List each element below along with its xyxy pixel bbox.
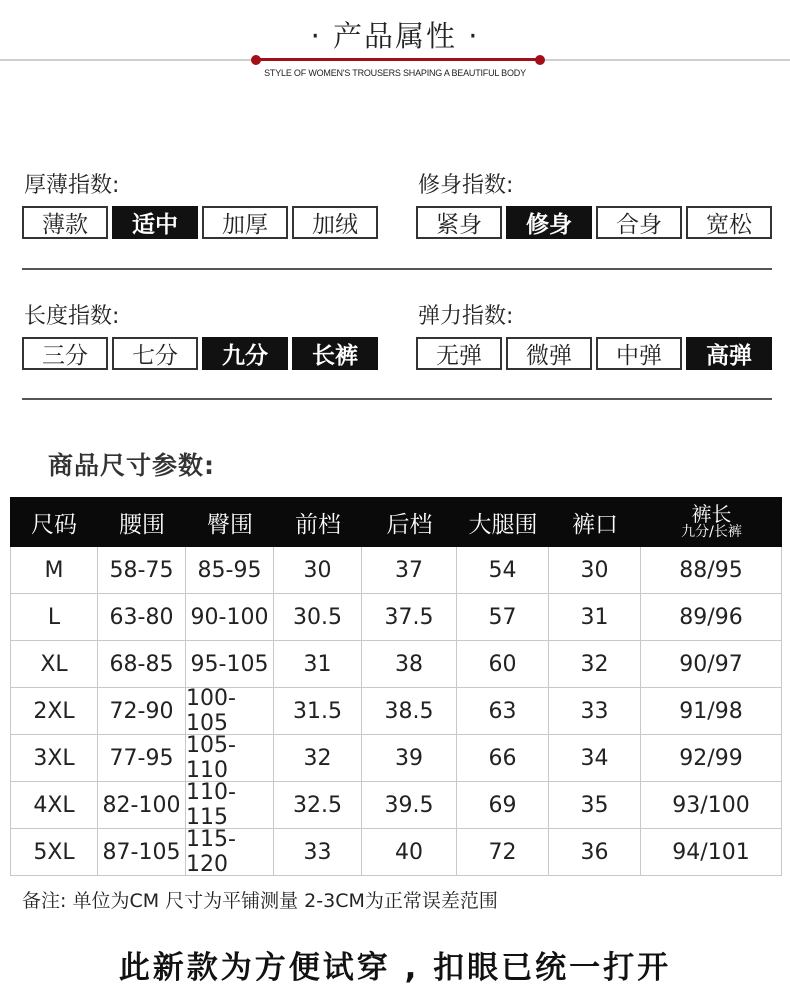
measurement-note: 备注: 单位为CM 尺寸为平铺测量 2-3CM为正常误差范围 <box>22 890 498 912</box>
table-row <box>10 641 782 688</box>
header-dot-left <box>251 55 261 65</box>
header-back-rise: 后档 <box>386 511 433 538</box>
thickness-option-thick: 加厚 <box>202 206 288 239</box>
cell-size: 2XL <box>10 688 98 734</box>
cell-hip: 115-120 <box>186 829 274 875</box>
header-divider-left <box>0 59 258 61</box>
cell-front-rise: 31 <box>274 641 362 687</box>
cell-front-rise: 32.5 <box>274 782 362 828</box>
header-size: 尺码 <box>31 511 77 538</box>
section-divider <box>22 398 772 400</box>
cell-size: M <box>10 547 98 593</box>
cell-length: 92/99 <box>641 735 782 781</box>
length-label: 长度指数: <box>24 304 120 329</box>
thickness-options <box>22 206 378 239</box>
cell-leg-opening: 35 <box>549 782 641 828</box>
elasticity-label: 弹力指数: <box>418 304 514 329</box>
cell-back-rise: 37.5 <box>362 594 457 640</box>
cell-front-rise: 32 <box>274 735 362 781</box>
section-divider <box>22 268 772 270</box>
size-table-header <box>10 497 782 547</box>
fit-option-tight: 紧身 <box>416 206 502 239</box>
cell-back-rise: 39 <box>362 735 457 781</box>
cell-front-rise: 30.5 <box>274 594 362 640</box>
header-dot-right <box>535 55 545 65</box>
cell-thigh: 57 <box>457 594 549 640</box>
elasticity-option-high: 高弹 <box>686 337 772 370</box>
elasticity-option-none: 无弹 <box>416 337 502 370</box>
cell-size: XL <box>10 641 98 687</box>
cell-leg-opening: 34 <box>549 735 641 781</box>
cell-length: 88/95 <box>641 547 782 593</box>
table-row <box>10 594 782 641</box>
cell-back-rise: 37 <box>362 547 457 593</box>
thickness-option-fleece: 加绒 <box>292 206 378 239</box>
cell-back-rise: 38 <box>362 641 457 687</box>
cell-waist: 68-85 <box>98 641 186 687</box>
section-title-product-attributes: · 产品属性 · <box>310 19 480 53</box>
cell-length: 94/101 <box>641 829 782 875</box>
cell-size: L <box>10 594 98 640</box>
size-section-title: 商品尺寸参数: <box>48 451 215 480</box>
cell-waist: 72-90 <box>98 688 186 734</box>
header-waist: 腰围 <box>119 511 165 538</box>
header-hip: 臀围 <box>207 511 253 538</box>
fit-option-loose: 宽松 <box>686 206 772 239</box>
thickness-option-medium: 适中 <box>112 206 198 239</box>
cell-hip: 110-115 <box>186 782 274 828</box>
cell-front-rise: 33 <box>274 829 362 875</box>
length-option-capri: 七分 <box>112 337 198 370</box>
cell-size: 3XL <box>10 735 98 781</box>
cell-thigh: 63 <box>457 688 549 734</box>
cell-waist: 58-75 <box>98 547 186 593</box>
cell-size: 5XL <box>10 829 98 875</box>
cell-thigh: 66 <box>457 735 549 781</box>
cell-leg-opening: 31 <box>549 594 641 640</box>
cell-hip: 105-110 <box>186 735 274 781</box>
length-options <box>22 337 378 370</box>
cell-hip: 100-105 <box>186 688 274 734</box>
elasticity-option-slight: 微弹 <box>506 337 592 370</box>
cell-front-rise: 31.5 <box>274 688 362 734</box>
thickness-option-thin: 薄款 <box>22 206 108 239</box>
header-length-subtitle: 九分/长裤 <box>681 524 742 541</box>
length-option-ankle: 九分 <box>202 337 288 370</box>
table-row <box>10 782 782 829</box>
cell-thigh: 72 <box>457 829 549 875</box>
fit-options <box>416 206 772 239</box>
length-option-shorts: 三分 <box>22 337 108 370</box>
cell-waist: 82-100 <box>98 782 186 828</box>
cell-length: 91/98 <box>641 688 782 734</box>
fit-option-slim: 修身 <box>506 206 592 239</box>
fit-label: 修身指数: <box>418 173 514 198</box>
thickness-label: 厚薄指数: <box>24 173 120 198</box>
elasticity-option-medium: 中弹 <box>596 337 682 370</box>
cell-hip: 90-100 <box>186 594 274 640</box>
elasticity-options <box>416 337 772 370</box>
cell-length: 93/100 <box>641 782 782 828</box>
cell-front-rise: 30 <box>274 547 362 593</box>
cell-length: 90/97 <box>641 641 782 687</box>
header-front-rise: 前档 <box>295 511 341 538</box>
header-thigh: 大腿围 <box>468 511 538 538</box>
size-table <box>10 497 782 876</box>
header-divider-right <box>540 59 790 61</box>
table-row <box>10 547 782 594</box>
cell-leg-opening: 30 <box>549 547 641 593</box>
cell-leg-opening: 36 <box>549 829 641 875</box>
header-length <box>641 497 782 547</box>
cell-leg-opening: 33 <box>549 688 641 734</box>
cell-back-rise: 40 <box>362 829 457 875</box>
fit-option-regular: 合身 <box>596 206 682 239</box>
header-length-title: 裤长 <box>691 502 732 527</box>
cell-back-rise: 39.5 <box>362 782 457 828</box>
table-row <box>10 829 782 876</box>
size-table-body <box>10 547 782 876</box>
length-option-full: 长裤 <box>292 337 378 370</box>
cell-hip: 95-105 <box>186 641 274 687</box>
header-divider-accent <box>258 58 540 61</box>
cell-back-rise: 38.5 <box>362 688 457 734</box>
header-subtitle: STYLE OF WOMEN'S TROUSERS SHAPING A BEAUTIFUL BODY <box>264 68 526 78</box>
table-row <box>10 688 782 735</box>
cell-thigh: 60 <box>457 641 549 687</box>
cell-thigh: 54 <box>457 547 549 593</box>
cell-waist: 63-80 <box>98 594 186 640</box>
cell-waist: 87-105 <box>98 829 186 875</box>
cell-waist: 77-95 <box>98 735 186 781</box>
cell-thigh: 69 <box>457 782 549 828</box>
cell-length: 89/96 <box>641 594 782 640</box>
cell-hip: 85-95 <box>186 547 274 593</box>
cell-leg-opening: 32 <box>549 641 641 687</box>
cell-size: 4XL <box>10 782 98 828</box>
promo-slogan: 此新款为方便试穿 , 扣眼已统一打开 <box>118 950 672 986</box>
header-leg-opening: 裤口 <box>572 511 618 538</box>
table-row <box>10 735 782 782</box>
